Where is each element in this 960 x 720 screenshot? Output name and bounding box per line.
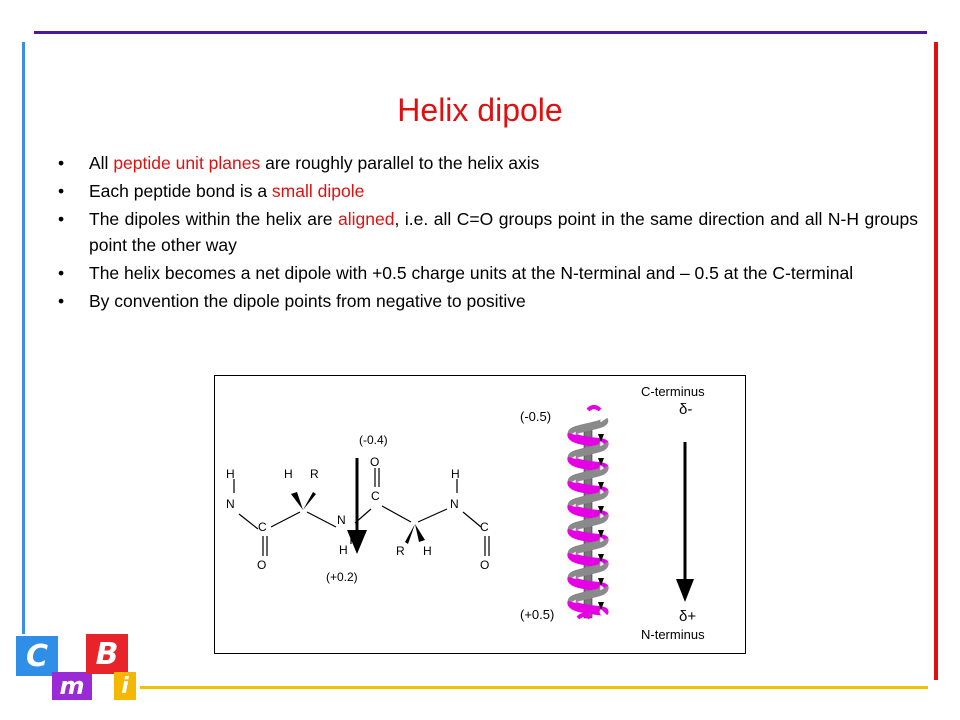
- atom-label: C: [371, 489, 380, 503]
- atom-label: O: [370, 455, 380, 469]
- bullet-text: Each peptide bond is a: [89, 181, 272, 201]
- atom-label: H: [284, 467, 293, 481]
- bullet-item: [58, 178, 918, 204]
- peptide-dipole-arrow: [347, 458, 367, 554]
- delta-minus-label: δ-: [679, 401, 693, 418]
- slide-title: Helix dipole: [397, 92, 563, 128]
- helix-dipole-arrow: [676, 442, 694, 602]
- bullet-item: [58, 260, 918, 286]
- atom-label: O: [480, 558, 490, 572]
- bullet-highlight: small dipole: [271, 181, 365, 201]
- logo-tile-c: C: [16, 636, 58, 676]
- top-border-line: [34, 31, 927, 34]
- atom-label: H: [423, 544, 432, 558]
- peptide-charge-negative: (-0.4): [359, 433, 388, 447]
- logo-tile-b: B: [86, 634, 128, 674]
- bullet-list: [58, 150, 918, 316]
- bullet-item: [58, 288, 918, 314]
- helix-dipole-figure: [214, 375, 746, 654]
- bullet-text: , i.e. all C=O groups point in the same direction and all N-H groups point the other way: [89, 209, 918, 255]
- atom-label: N: [226, 497, 235, 511]
- n-terminus-label: N-terminus: [641, 627, 705, 642]
- bullet-marker: •: [58, 181, 65, 201]
- bullet-text: are roughly parallel to the helix axis: [260, 153, 540, 173]
- helix-charge-positive: (+0.5): [520, 607, 555, 622]
- bullet-item: [58, 206, 918, 258]
- alpha-helix-graphic: [572, 407, 605, 618]
- bullet-text: The dipoles within the helix are: [89, 209, 339, 229]
- bullet-text: By convention the dipole points from negative to positive: [89, 291, 526, 311]
- atom-label: H: [451, 467, 460, 481]
- bullet-text: The helix becomes a net dipole with +0.5 charge units at the N-terminal and – 0.5 at the C-terminal: [89, 263, 854, 283]
- atom-label: C: [480, 520, 489, 534]
- bullet-marker: •: [58, 209, 65, 229]
- c-terminus-label: C-terminus: [641, 384, 705, 399]
- cmbi-logo: [16, 634, 136, 702]
- logo-tile-i: i: [114, 672, 136, 700]
- atom-label: N: [337, 513, 346, 527]
- helix-charge-negative: (-0.5): [520, 409, 552, 424]
- logo-tile-m: m: [52, 672, 92, 700]
- atom-label: R: [396, 544, 405, 558]
- delta-plus-label: δ+: [679, 608, 697, 625]
- atom-label: H: [339, 543, 348, 557]
- bullet-highlight: aligned: [338, 209, 395, 229]
- atom-label: R: [310, 467, 319, 481]
- helix-ribbon: [572, 407, 605, 618]
- right-border-line: [934, 42, 938, 680]
- bullet-item: [58, 150, 918, 176]
- bullet-highlight: peptide unit planes: [113, 153, 261, 173]
- peptide-charge-positive: (+0.2): [326, 570, 358, 584]
- bullet-marker: •: [58, 263, 65, 283]
- bottom-border-line: [140, 686, 928, 689]
- left-border-line: [22, 42, 25, 634]
- bullet-marker: •: [58, 153, 65, 173]
- bullet-marker: •: [58, 291, 65, 311]
- atom-label: C: [258, 520, 267, 534]
- bullet-text: All: [89, 153, 114, 173]
- atom-label: N: [450, 497, 459, 511]
- atom-label: O: [257, 558, 267, 572]
- figure-drawing: [215, 376, 745, 653]
- helix-end-tail: [588, 407, 600, 410]
- atom-label: H: [226, 467, 235, 481]
